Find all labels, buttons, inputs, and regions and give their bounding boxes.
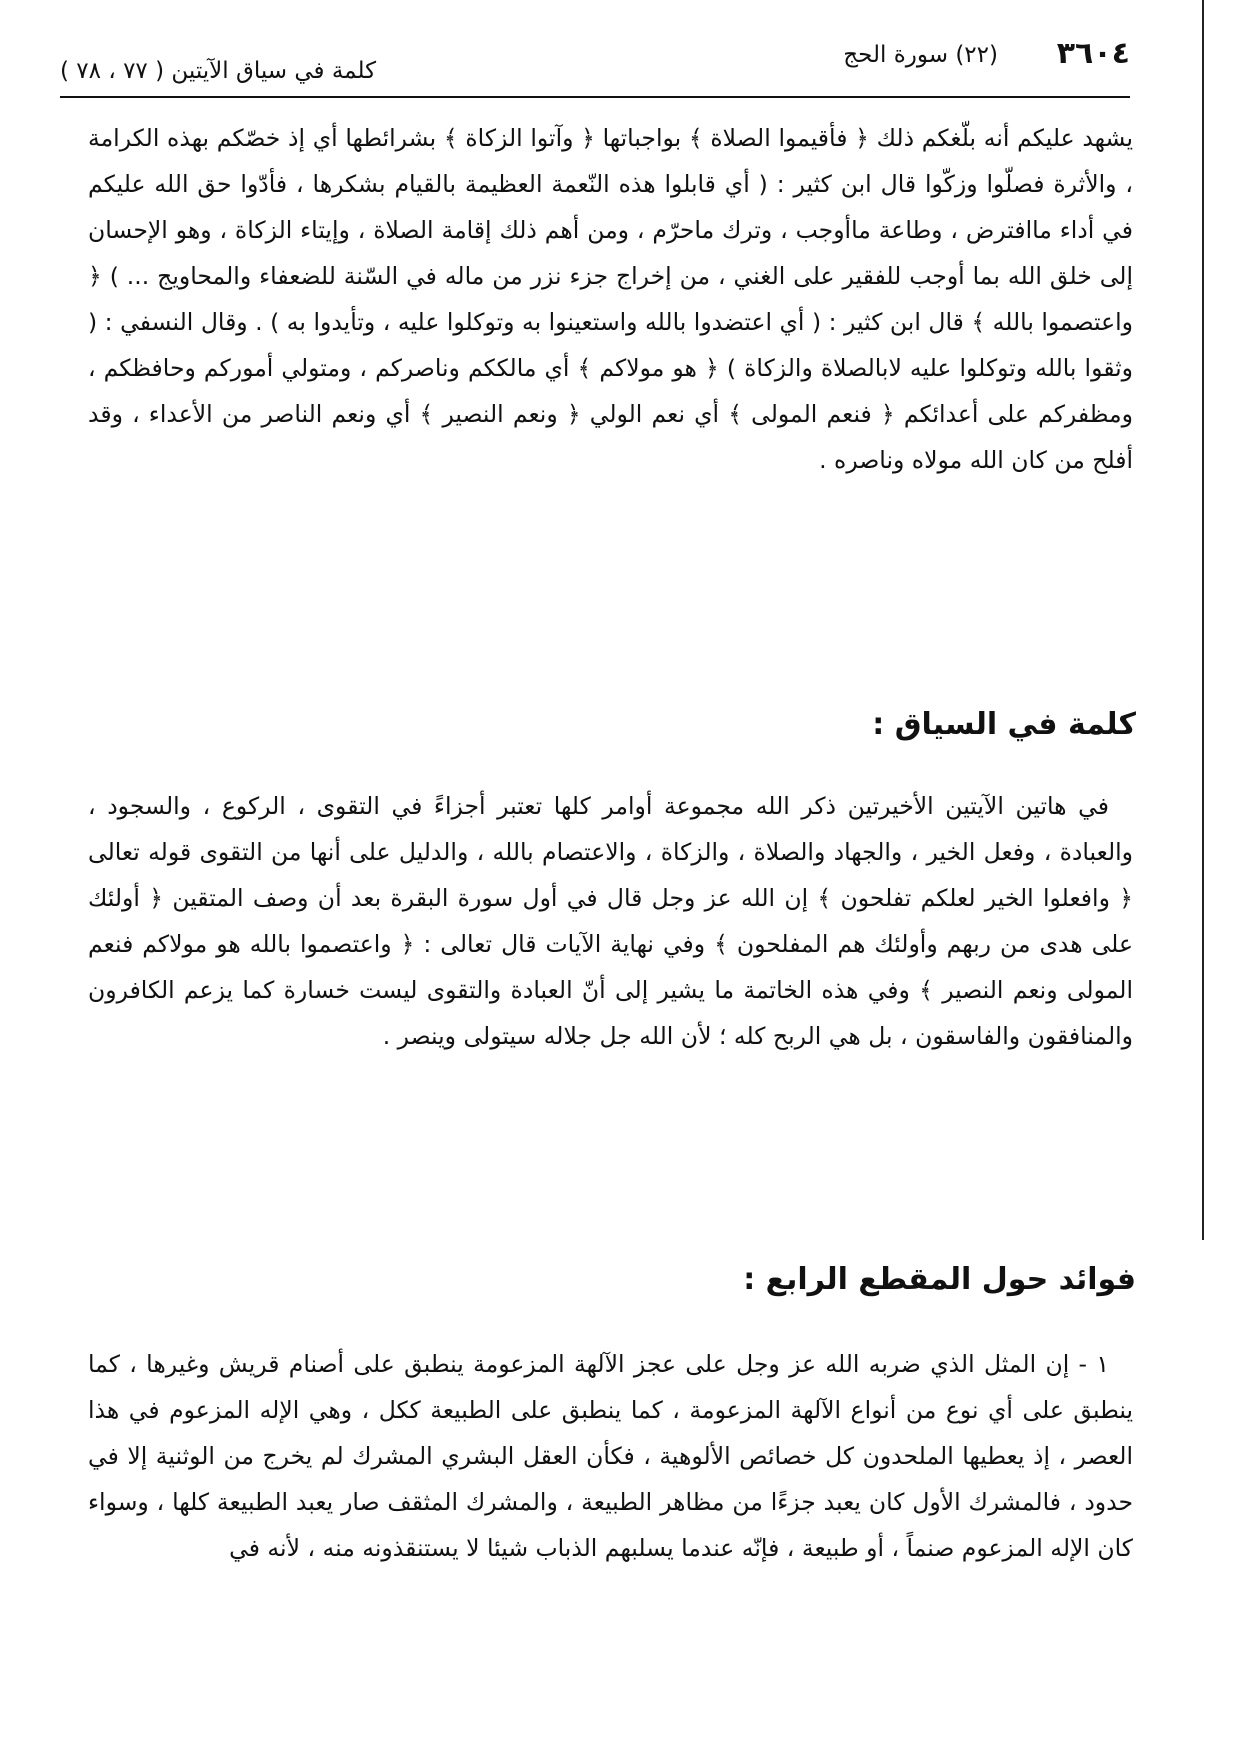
- intro-paragraph: يشهد عليكم أنه بلّغكم ذلك ﴿ فأقيموا الصلاة ﴾ بواجباتها ﴿ وآتوا الزكاة ﴾ بشرائطها أي إذ خصّكم بهذه الكرامة ، والأثرة فصلّوا وزكّوا قال ابن كثير : ( أي قابلوا هذه النّعمة العظيمة بالقيام بشكرها ، فأدّوا حق الله عليكم في أداء ماافترض ، وطاعة ماأوجب ، وترك ماحرّم ، ومن أهم ذلك إقامة الصلاة ، وإيتاء الزكاة ، وهو الإحسان إلى خلق الله بما أوجب للفقير على الغني ، من إخراج جزء نزر من ماله في السّنة للضعفاء والمحاويج ... ) ﴿ واعتصموا بالله ﴾ قال ابن كثير : ( أي اعتضدوا بالله واستعينوا به وتوكلوا عليه ، وتأيدوا به ) . وقال النسفي : ( وثقوا بالله وتوكلوا عليه لابالصلاة والزكاة ) ﴿ هو مولاكم ﴾ أي مالككم وناصركم ، ومتولي أموركم وحافظكم ، ومظفركم على أعدائكم ﴿ فنعم المولى ﴾ أي نعم الولي ﴿ ونعم النصير ﴾ أي ونعم الناصر من الأعداء ، وقد أفلح من كان الله مولاه وناصره .: [88, 124, 1133, 474]
- section-heading-benefits: فوائد حول المقطع الرابع :: [743, 1262, 1136, 1297]
- surah-title: (٢٢) سورة الحج: [843, 42, 998, 68]
- running-header: [60, 34, 1130, 98]
- section-heading-context: كلمة في السياق :: [872, 707, 1136, 742]
- page-edge-rule: [1202, 0, 1204, 1240]
- page-number: ٣٦٠٤: [1056, 36, 1130, 71]
- benefits-paragraph: ١ - إن المثل الذي ضربه الله عز وجل على عجز الآلهة المزعومة ينطبق على أصنام قريش وغيرها ، كما ينطبق على أي نوع من أنواع الآلهة المزعومة ، كما ينطبق على الطبيعة ككل ، وهي الإله المزعوم في هذا العصر ، إذ يعطيها الملحدون كل خصائص الألوهية ، فكأن العقل البشري المشرك لم يخرج من الوثنية إلا في حدود ، فالمشرك الأول كان يعبد جزءًا من مظاهر الطبيعة ، والمشرك المثقف صار يعبد الطبيعة كلها ، وسواء كان الإله المزعوم صنماً ، أو طبيعة ، فإنّه عندما يسلبهم الذباب شيئا لا يستنقذونه منه ، لأنه في: [88, 1350, 1133, 1562]
- intro-paragraph-block: [88, 115, 1133, 483]
- section-title: كلمة في سياق الآيتين ( ٧٧ ، ٧٨ ): [60, 58, 377, 84]
- context-paragraph: في هاتين الآيتين الأخيرتين ذكر الله مجموعة أوامر كلها تعتبر أجزاءً في التقوى ، الركوع ، والسجود ، والعبادة ، وفعل الخير ، والجهاد والصلاة ، والزكاة ، والاعتصام بالله ، والدليل على أنها من التقوى قوله تعالى ﴿ وافعلوا الخير لعلكم تفلحون ﴾ إن الله عز وجل قال في أول سورة البقرة بعد أن وصف المتقين ﴿ أولئك على هدى من ربهم وأولئك هم المفلحون ﴾ وفي نهاية الآيات قال تعالى : ﴿ واعتصموا بالله هو مولاكم فنعم المولى ونعم النصير ﴾ وفي هذه الخاتمة ما يشير إلى أنّ العبادة والتقوى ليست خسارة كما يزعم الكافرون والمنافقون والفاسقون ، بل هي الربح كله ؛ لأن الله جل جلاله سيتولى وينصر .: [88, 792, 1133, 1050]
